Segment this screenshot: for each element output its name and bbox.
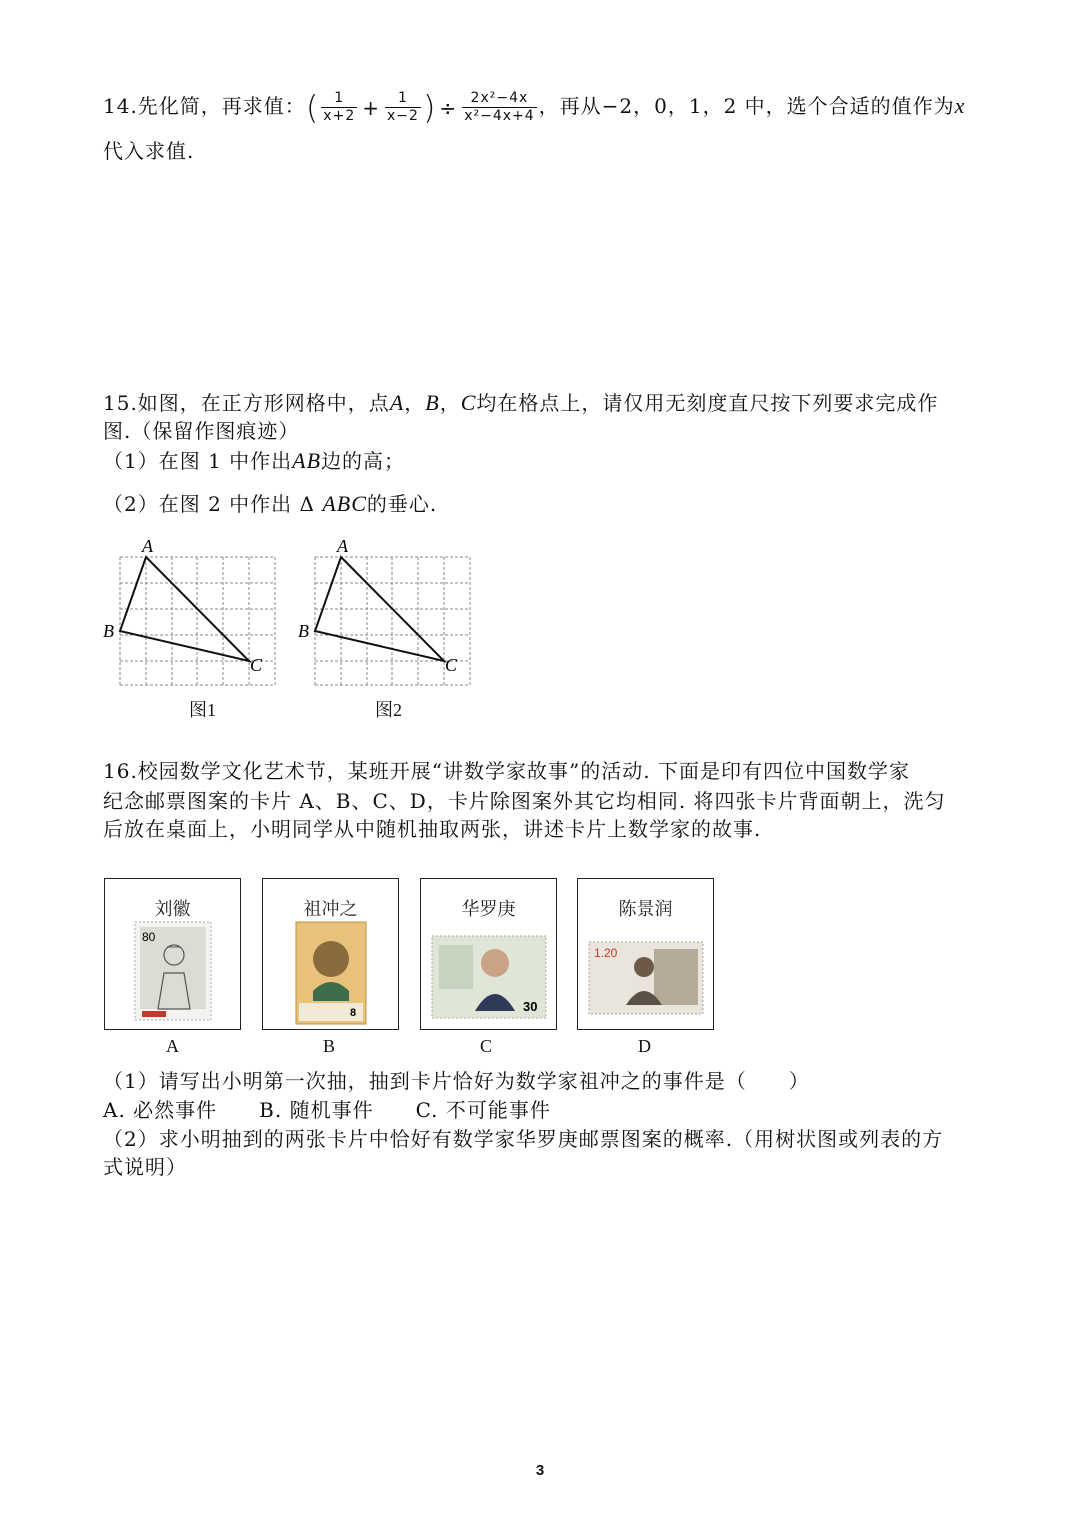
q16-line2: 纪念邮票图案的卡片 A、B、C、D，卡片除图案外其它均相同. 将四张卡片背面朝上，洗匀 [103, 789, 946, 813]
card-a [104, 878, 241, 1030]
right-paren: ) [422, 88, 437, 127]
stamp-chen-jingrun [588, 941, 704, 1015]
vertex-a-label: A [337, 536, 348, 556]
q16-line3: 后放在桌面上，小明同学从中随机抽取两张，讲述卡片上数学家的故事. [103, 817, 762, 841]
stamp-value: 30 [522, 999, 537, 1014]
triangle-abc [315, 557, 444, 661]
q14-variable: x [954, 93, 966, 118]
q16-line1: 16.校园数学文化艺术节，某班开展“讲数学家故事”的活动. 下面是印有四位中国数学家 [103, 759, 910, 783]
q15-line2: 图.（保留作图痕迹） [103, 419, 300, 443]
q15-line1: 15.如图，在正方形网格中，点A，B，C均在格点上，请仅用无刻度直尺按下列要求完成作 [103, 390, 939, 415]
stamp-value: 80 [141, 930, 155, 944]
stamp-liu-hui [134, 921, 212, 1021]
q15-sub1: （1）在图 1 中作出AB边的高； [103, 448, 406, 473]
card-b [262, 878, 399, 1030]
card-d-letter: D [638, 1036, 651, 1056]
stamp-zu-chongzhi [295, 921, 367, 1025]
q14-tail: ，再从−2，0，1，2 中，选个合适的值作为 [538, 94, 955, 118]
q16-sub2-line1: （2）求小明抽到的两张卡片中恰好有数学家华罗庚邮票图案的概率.（用树状图或列表的方 [103, 1127, 944, 1151]
stamp-hua-luogeng [431, 935, 547, 1019]
q16-sub2-line2: 式说明） [103, 1155, 187, 1179]
vertex-a-label: A [142, 536, 153, 556]
page-number: 3 [535, 1462, 545, 1479]
figure-1-caption: 图1 [189, 700, 216, 720]
point-a-label: A [389, 390, 405, 415]
stamp-value: 1.20 [593, 946, 617, 960]
q16-sub1: （1）请写出小明第一次抽，抽到卡片恰好为数学家祖冲之的事件是（ ） [103, 1069, 810, 1093]
segment-ab-label: AB [292, 448, 322, 473]
point-b-label: B [425, 390, 440, 415]
vertex-b-label: B [298, 621, 309, 641]
fraction-2: $\frac{1}{x-2}$ [387, 90, 419, 124]
q14-line2: 代入求值. [103, 139, 195, 163]
divide-sign: ÷ [439, 95, 458, 120]
figure-2-grid [295, 535, 485, 695]
card-name: 陈景润 [618, 899, 673, 920]
figure-1-grid [100, 535, 290, 695]
vertex-c-label: C [445, 655, 458, 675]
left-paren: ( [305, 88, 320, 127]
card-b-letter: B [323, 1036, 336, 1056]
q14-lead: 14.先化简，再求值： [103, 94, 306, 118]
vertex-c-label: C [250, 655, 263, 675]
card-c-letter: C [480, 1036, 493, 1056]
point-c-label: C [460, 390, 477, 415]
card-a-letter: A [166, 1036, 179, 1056]
card-name: 祖冲之 [303, 899, 358, 920]
card-name: 刘徽 [154, 899, 191, 920]
plus-sign: + [362, 95, 380, 120]
q15-sub2: （2）在图 2 中作出 Δ ABC的垂心. [103, 491, 438, 516]
vertex-b-label: B [103, 621, 114, 641]
stamp-value: 8 [349, 1007, 356, 1019]
figure-2-caption: 图2 [375, 700, 402, 720]
card-d [577, 878, 714, 1030]
fraction-1: $\frac{1}{x+2}$ [323, 90, 356, 124]
triangle-abc-label: ABC [322, 491, 367, 516]
card-name: 华罗庚 [461, 899, 516, 920]
q14-line1 [103, 90, 965, 125]
q16-options: A. 必然事件 B. 随机事件 C. 不可能事件 [103, 1098, 551, 1122]
fraction-3: $\frac{\text{2x²−4x}}{\text{x²−4x+4}}$ [464, 90, 535, 124]
triangle-abc [120, 557, 249, 661]
card-c [420, 878, 557, 1030]
